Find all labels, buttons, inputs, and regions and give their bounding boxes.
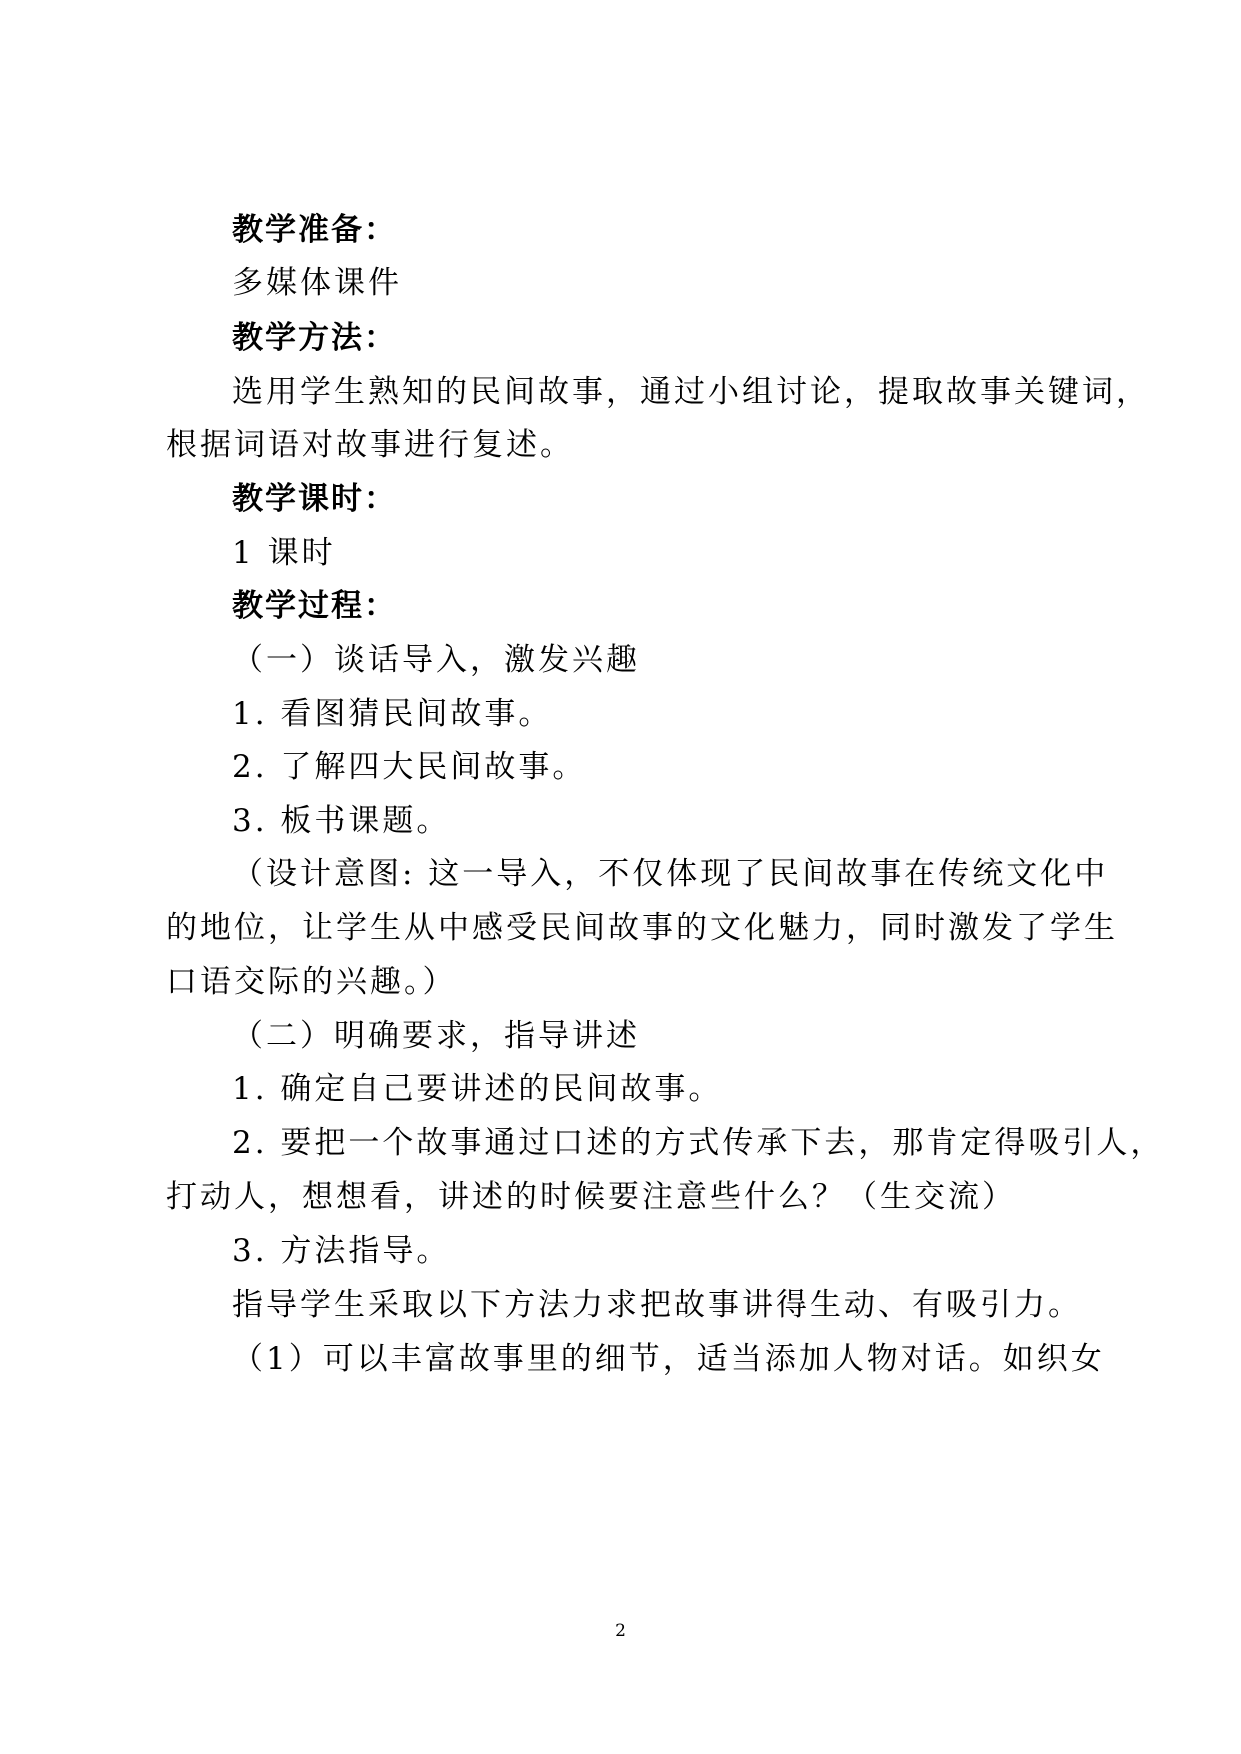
section-1-intent-line1: （设计意图: 这一导入，不仅体现了民间故事在传统文化中 (232, 856, 1109, 892)
process-heading: 教学过程： (232, 588, 397, 624)
section-2-item-3: 3. 方法指导。 (232, 1233, 451, 1269)
method-heading: 教学方法： (232, 320, 397, 356)
section-2-title: （二）明确要求，指导讲述 (232, 1018, 640, 1054)
section-1-item-2: 2. 了解四大民间故事。 (232, 749, 587, 785)
section-1-item-1: 1. 看图猜民间故事。 (232, 696, 553, 732)
method-text-line1: 选用学生熟知的民间故事，通过小组讨论，提取故事关键词， (232, 374, 1150, 410)
section-2-item-2-line2: 打动人，想想看，讲述的时候要注意些什么？（生交流） (166, 1179, 1016, 1215)
section-2-guide: 指导学生采取以下方法力求把故事讲得生动、有吸引力。 (232, 1287, 1082, 1323)
page-number: 2 (615, 1621, 626, 1641)
prep-heading: 教学准备： (232, 212, 397, 248)
section-1-intent-line3: 口语交际的兴趣。） (166, 964, 457, 1000)
section-2-point-1: （1）可以丰富故事里的细节，适当添加人物对话。如织女 (232, 1341, 1105, 1377)
section-1-intent-line2: 的地位，让学生从中感受民间故事的文化魅力，同时激发了学生 (166, 910, 1118, 946)
hours-text: 1 课时 (232, 535, 336, 571)
section-1-item-3: 3. 板书课题。 (232, 803, 451, 839)
method-text-line2: 根据词语对故事进行复述。 (166, 427, 574, 463)
section-2-item-2-line1: 2. 要把一个故事通过口述的方式传承下去，那肯定得吸引人， (232, 1125, 1165, 1161)
section-2-item-1: 1. 确定自己要讲述的民间故事。 (232, 1071, 723, 1107)
section-1-title: （一）谈话导入，激发兴趣 (232, 642, 640, 678)
prep-text: 多媒体课件 (232, 265, 402, 301)
hours-heading: 教学课时： (232, 481, 397, 517)
